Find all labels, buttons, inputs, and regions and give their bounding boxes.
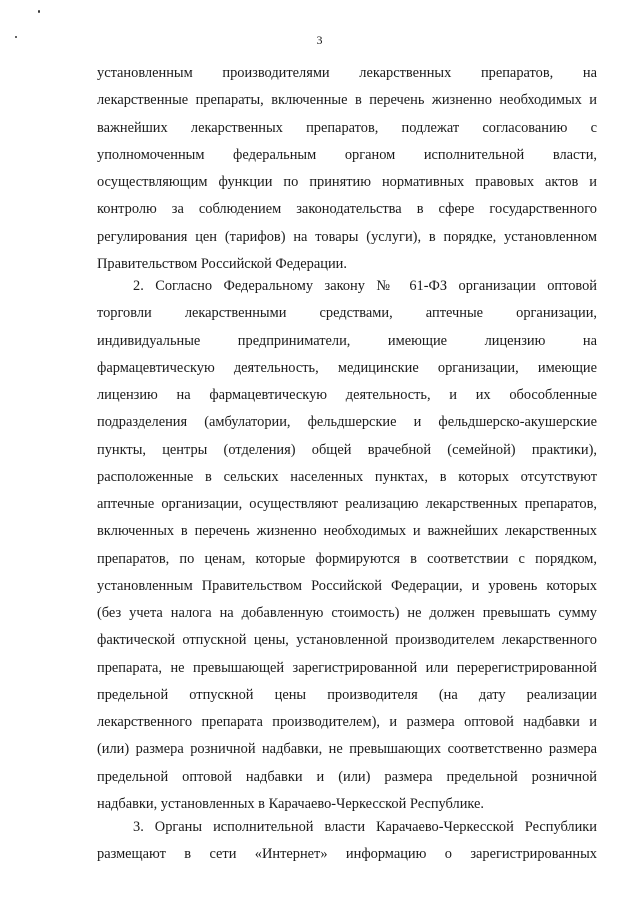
text-line: лекарственные препараты, включенные в перечень жизненно необходимых и xyxy=(97,92,597,109)
text-line: предельной оптовой надбавки и (или) размера предельной розничной xyxy=(97,768,597,785)
text-line: фармацевтическую деятельность, медицинские организации, имеющие xyxy=(97,359,597,376)
text-line: осуществляющим функции по принятию нормативных правовых актов и xyxy=(97,174,597,190)
paragraph-1 xyxy=(97,60,597,278)
text-line: важнейших лекарственных препаратов, подлежат согласованию с xyxy=(97,119,597,136)
text-line: аптечные организации, осуществляют реализацию лекарственных препаратов, xyxy=(97,496,597,512)
text-line: Правительством Российской Федерации. xyxy=(97,255,347,272)
text-line: препаратов, по ценам, которые формируются в соответствии с порядком, xyxy=(97,550,597,567)
text-line: размещают в сети «Интернет» информацию о зарегистрированных xyxy=(97,846,597,863)
paragraph-3 xyxy=(97,814,597,869)
text-line: уполномоченным федеральным органом исполнительной власти, xyxy=(97,146,597,163)
text-line: установленным Правительством Российской Федерации, и уровень которых xyxy=(97,577,597,594)
page-number: 3 xyxy=(316,33,323,47)
text-line: 3. Органы исполнительной власти Карачаево-Черкесской Республики xyxy=(133,819,597,835)
text-line: контролю за соблюдением законодательства в сфере государственного xyxy=(97,201,597,218)
paragraph-2 xyxy=(97,273,597,818)
text-line: индивидуальные предприниматели, имеющие лицензию на xyxy=(97,332,597,349)
text-line: 2. Согласно Федеральному закону № 61-ФЗ организации оптовой xyxy=(133,278,597,294)
scan-speck xyxy=(38,10,40,13)
text-line: включенных в перечень жизненно необходимых и важнейших лекарственных xyxy=(97,523,597,540)
text-line: торговли лекарственными средствами, аптечные организации, xyxy=(97,305,597,322)
text-line: фактической отпускной цены, установленной производителем лекарственного xyxy=(97,632,597,649)
text-line: надбавки, установленных в Карачаево-Черкесской Республике. xyxy=(97,795,485,812)
text-line: установленным производителями лекарственных препаратов, на xyxy=(97,65,597,81)
text-line: лекарственного препарата производителем), и размера оптовой надбавки и xyxy=(97,714,597,730)
text-line: пункты, центры (отделения) общей врачебной (семейной) практики), xyxy=(97,441,597,458)
text-line: регулирования цен (тарифов) на товары (услуги), в порядке, установленном xyxy=(97,228,597,245)
text-line: (без учета налога на добавленную стоимость) не должен превышать сумму xyxy=(97,605,597,621)
text-line: расположенные в сельских населенных пунктах, в которых отсутствуют xyxy=(97,468,597,485)
text-line: препарата, не превышающей зарегистрированной или перерегистрированной xyxy=(97,659,597,676)
text-line: лицензию на фармацевтическую деятельность, и их обособленные xyxy=(97,387,597,403)
text-line: подразделения (амбулатории, фельдшерские и фельдшерско-акушерские xyxy=(97,414,597,431)
text-line: (или) размера розничной надбавки, не превышающих соответственно размера xyxy=(97,741,597,758)
text-line: предельной отпускной цены производителя (на дату реализации xyxy=(97,686,597,703)
